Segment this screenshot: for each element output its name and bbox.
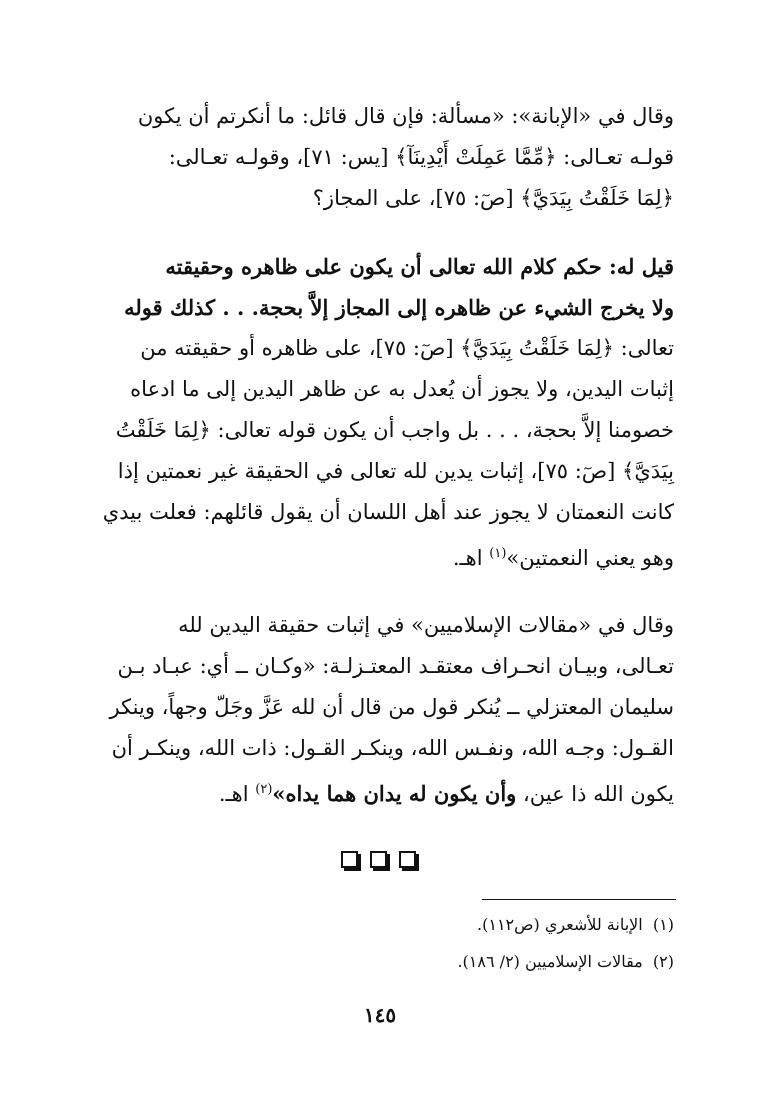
p1-line-3: ﴿لِمَا خَلَقْتُ بِيَدَيَّ﴾ [صٓ: ٧٥]، على المجاز؟ [312,186,674,210]
p3-line-5-bold: وأن يكون له يدان هما يداه» [272,781,517,806]
footnote-2 [112,943,674,980]
p2-line-5: خصومنا إلاَّ بحجة، . . . بل واجب أن يكون قوله تعالى: ﴿لِمَا خَلَقْتُ [115,418,674,442]
section-divider [0,851,760,868]
paragraph-2 [102,246,674,579]
p2-line-8-text: وهو يعني النعمتين» [506,546,674,570]
p1-line-1: وقال في «الإبانة»: «مسألة: فإن قال قائل: ما أنكرتم أن يكون [137,104,674,128]
footnote-ref-2[interactable]: (٢) [255,782,273,797]
footnote-1-text: الإبانة للأشعري (ص١١٢). [477,915,643,934]
p2-line-7: كانت النعمتان لا يجوز عند أهل اللسان أن يقول قائلهم: فعلت بيدي [102,500,674,524]
p2-line-1: قيل له: حكم كلام الله تعالى أن يكون على ظاهره وحقيقته [165,254,674,279]
p3-line-2: تعـالى، وبيـان انحـراف معتقـد المعتـزلـة: «وكـان ــ أي: عبـاد بـن [117,654,674,678]
page-number: ١٤٥ [363,1003,397,1027]
p3-line-5 [112,769,674,815]
p2-tail: اهـ. [452,546,490,570]
divider-square-icon [341,851,358,868]
paragraph-1 [112,96,674,219]
p3-line-4: القـول: وجـه الله، ونفـس الله، وينكـر القـول: ذات الله، وينكـر أن [111,736,674,760]
footnote-separator [482,899,676,900]
p1-line-2: قولـه تعـالى: ﴿مِّمَّا عَمِلَتْ أَيْدِينَآ﴾ [يس: ٧١]، وقولـه تعـالى: [168,145,674,169]
p2-line-3: تعالى: ﴿لِمَا خَلَقْتُ بِيَدَيَّ﴾ [صٓ: ٧٥]، على ظاهره أو حقيقته من [140,336,674,360]
paragraph-3 [109,605,674,815]
p2-line-6: بِيَدَيَّ﴾ [صٓ: ٧٥]، إثبات يدين لله تعالى في الحقيقة غير نعمتين إذا [117,459,674,483]
p3-line-3: سليمان المعتزلي ــ يُنكر قول من قال أن لله عَزَّ وجَلّ وجهاً، وينكر [109,695,674,719]
footnotes [112,906,674,980]
footnote-2-number: (٢) [652,952,674,971]
p2-line-8 [112,533,674,579]
p2-line-4: إثبات اليدين، ولا يجوز أن يُعدل به عن ظاهر اليدين إلى ما ادعاه [130,377,674,401]
footnote-2-text: مقالات الإسلاميين (٢/ ١٨٦). [457,952,643,971]
divider-square-icon [399,851,416,868]
footnote-ref-1[interactable]: (١) [489,546,507,561]
divider-square-icon [370,851,387,868]
footnote-1 [112,906,674,943]
p3-line-1: وقال في «مقالات الإسلاميين» في إثبات حقيقة اليدين لله [178,613,674,637]
p2-line-2: ولا يخرج الشيء عن ظاهره إلى المجاز إلاَّ بحجة. . . كذلك قوله [124,295,674,320]
footnote-1-number: (١) [652,915,674,934]
p3-tail: اهـ. [218,782,256,806]
p3-line-5-start: يكون الله ذا عين، [516,782,674,806]
